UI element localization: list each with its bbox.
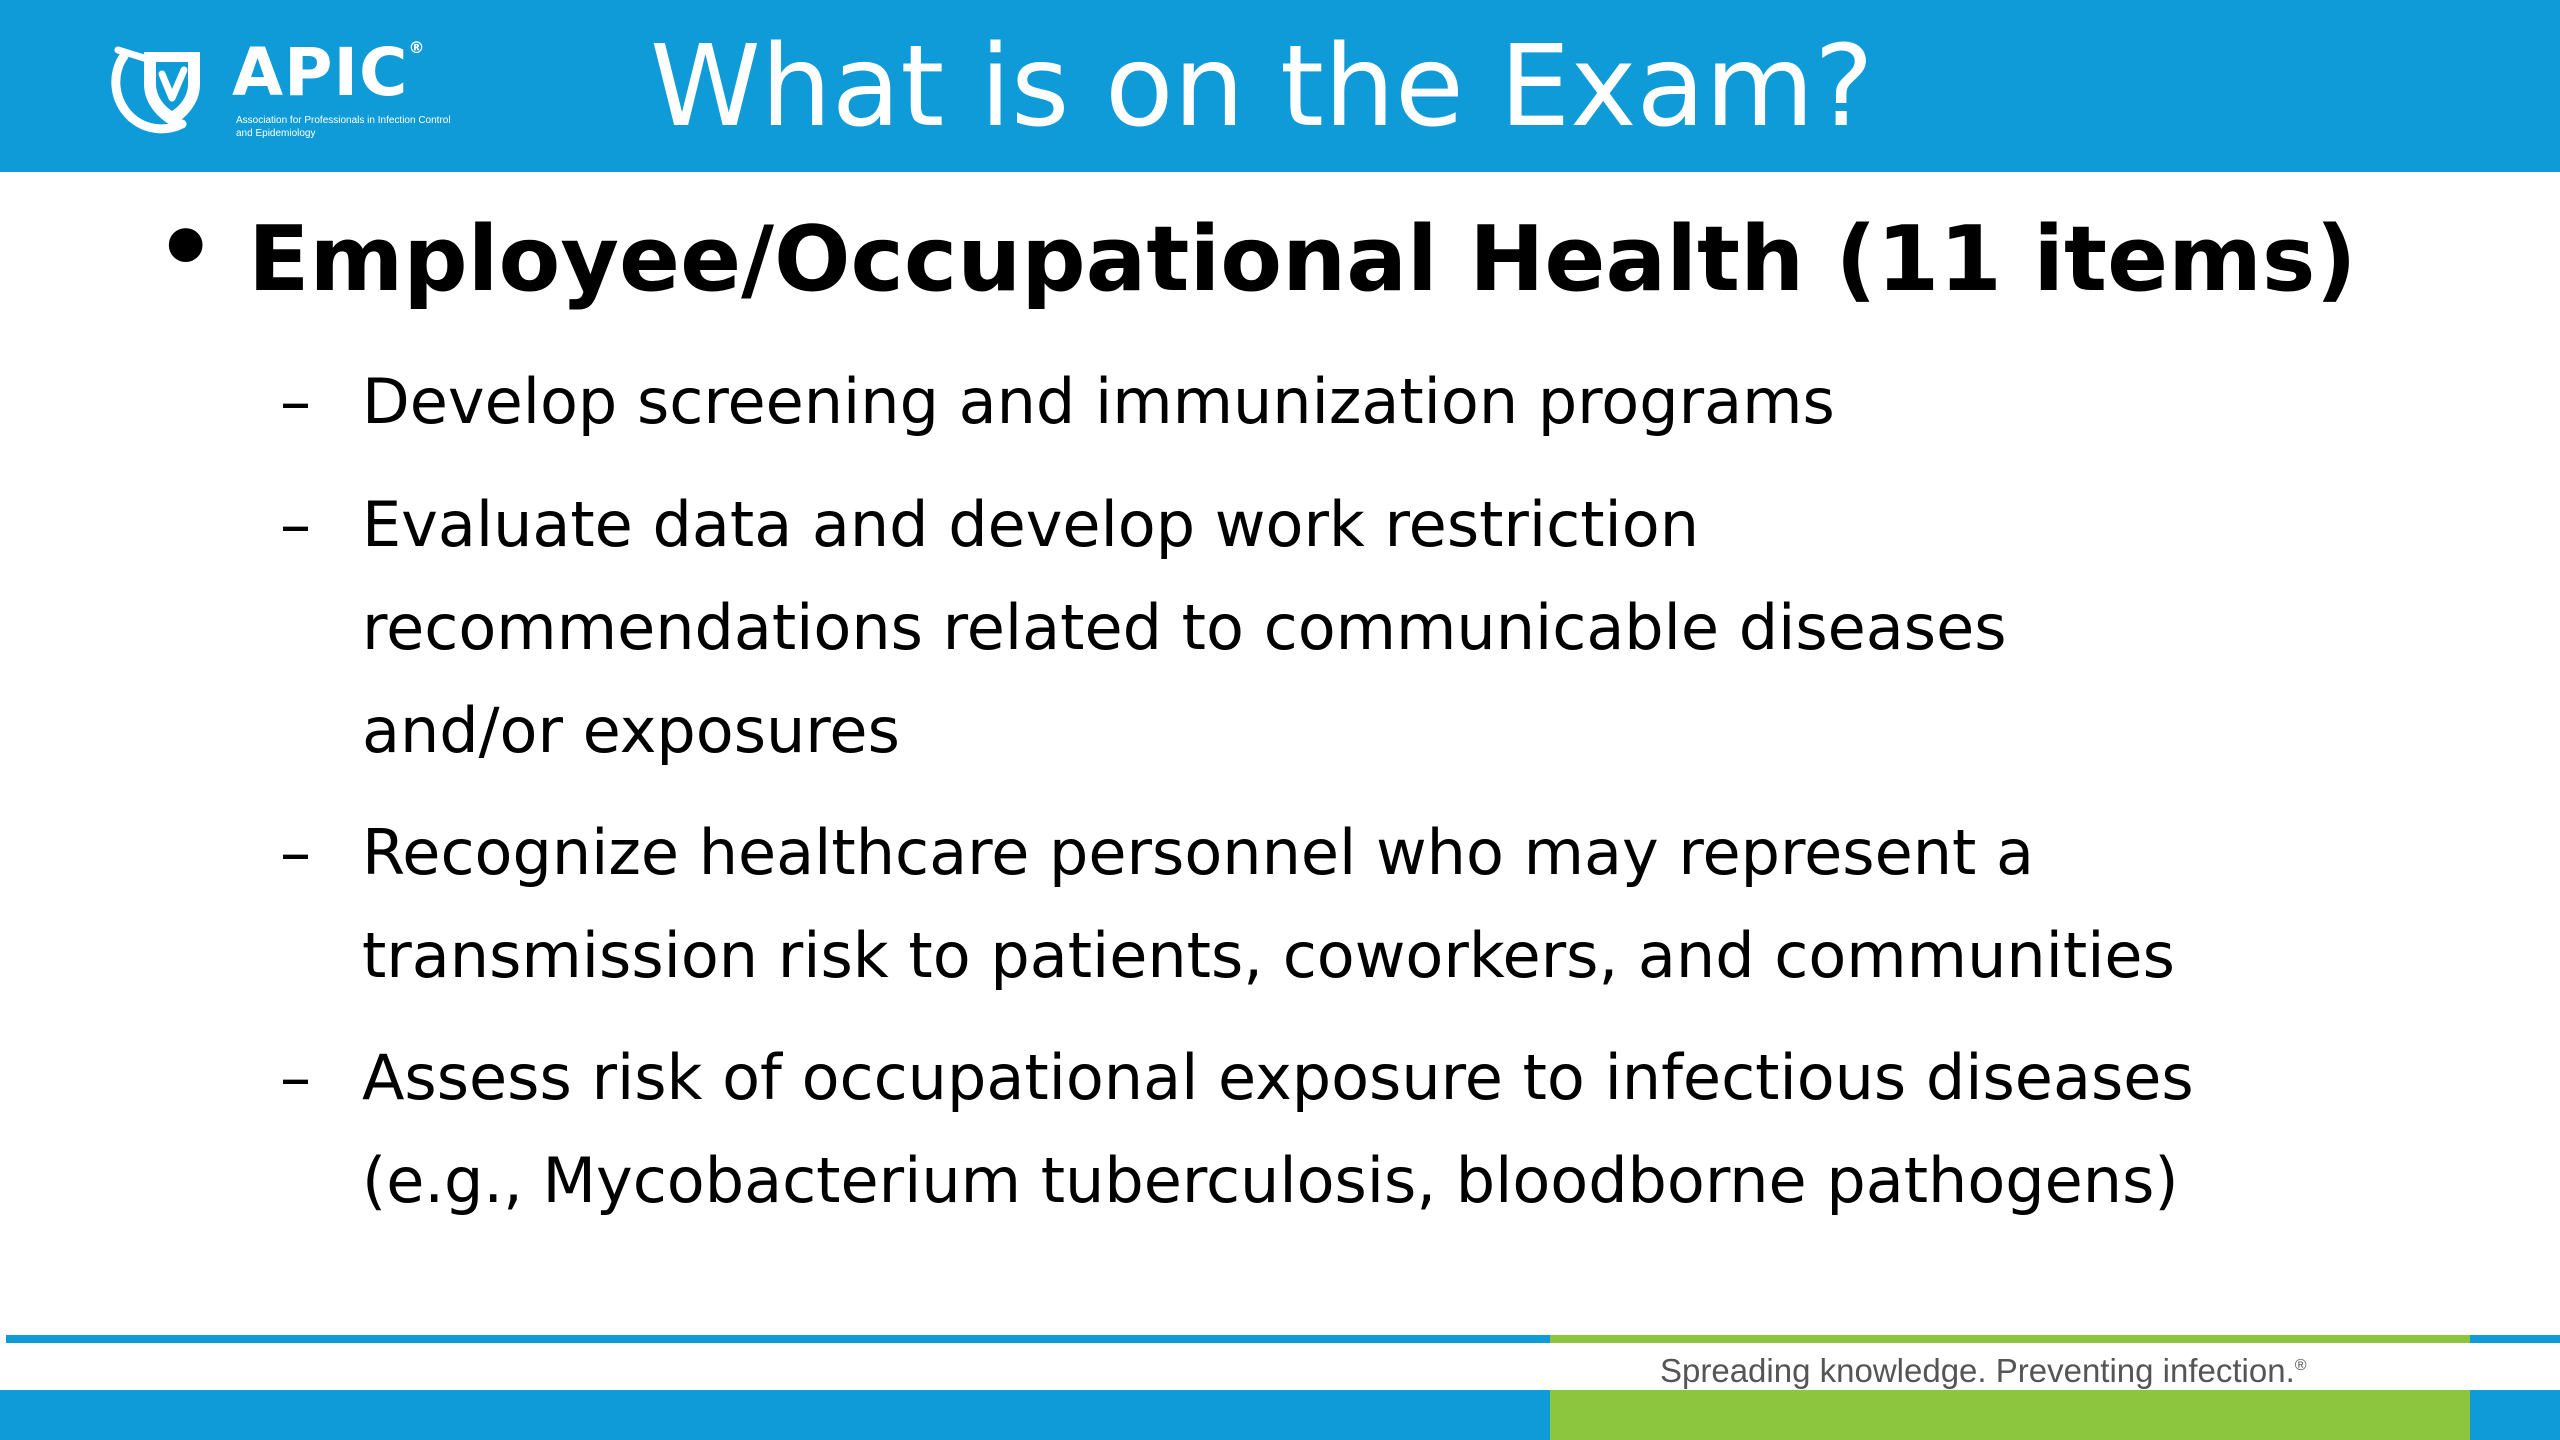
list-item (280, 801, 2520, 1007)
footer-bar-green (1550, 1390, 2470, 1440)
tagline-registered-mark: ® (2294, 1357, 2307, 1374)
apic-shield-icon (104, 38, 222, 138)
dash-icon: – (280, 488, 311, 561)
slide-title: What is on the Exam? (650, 22, 1874, 152)
footer-tagline (1660, 1346, 2460, 1391)
logo-text: APIC (232, 34, 409, 111)
section-heading: Employee/Occupational Health (11 items) (248, 207, 2357, 312)
dash-icon: – (280, 816, 311, 889)
apic-logo (104, 32, 464, 152)
list-item-text: Evaluate data and develop work restriction recommendations related to communicable diseases and/or exposures (362, 488, 2007, 767)
dash-icon: – (280, 1041, 311, 1114)
logo-subtitle: Association for Professionals in Infection Control and Epidemiology (236, 115, 451, 139)
tagline-text: Spreading knowledge. Preventing infection. (1660, 1352, 2295, 1389)
list-item (280, 473, 2520, 782)
logo-wordmark (232, 34, 426, 111)
footer-divider-green (1550, 1335, 2470, 1343)
bullet-icon: • (155, 192, 217, 304)
list-item-text: Assess risk of occupational exposure to infectious diseases (e.g., Mycobacterium tuberculosis, bloodborne pathogens) (362, 1041, 2194, 1217)
list-item (280, 1026, 2520, 1232)
list-item (280, 350, 2520, 453)
logo-registered-mark: ® (408, 38, 426, 57)
dash-icon: – (280, 365, 311, 438)
list-item-text: Develop screening and immunization programs (362, 365, 1835, 438)
title-bar (0, 0, 2560, 172)
list-item-text: Recognize healthcare personnel who may represent a transmission risk to patients, coworkers, and communities (362, 816, 2175, 992)
